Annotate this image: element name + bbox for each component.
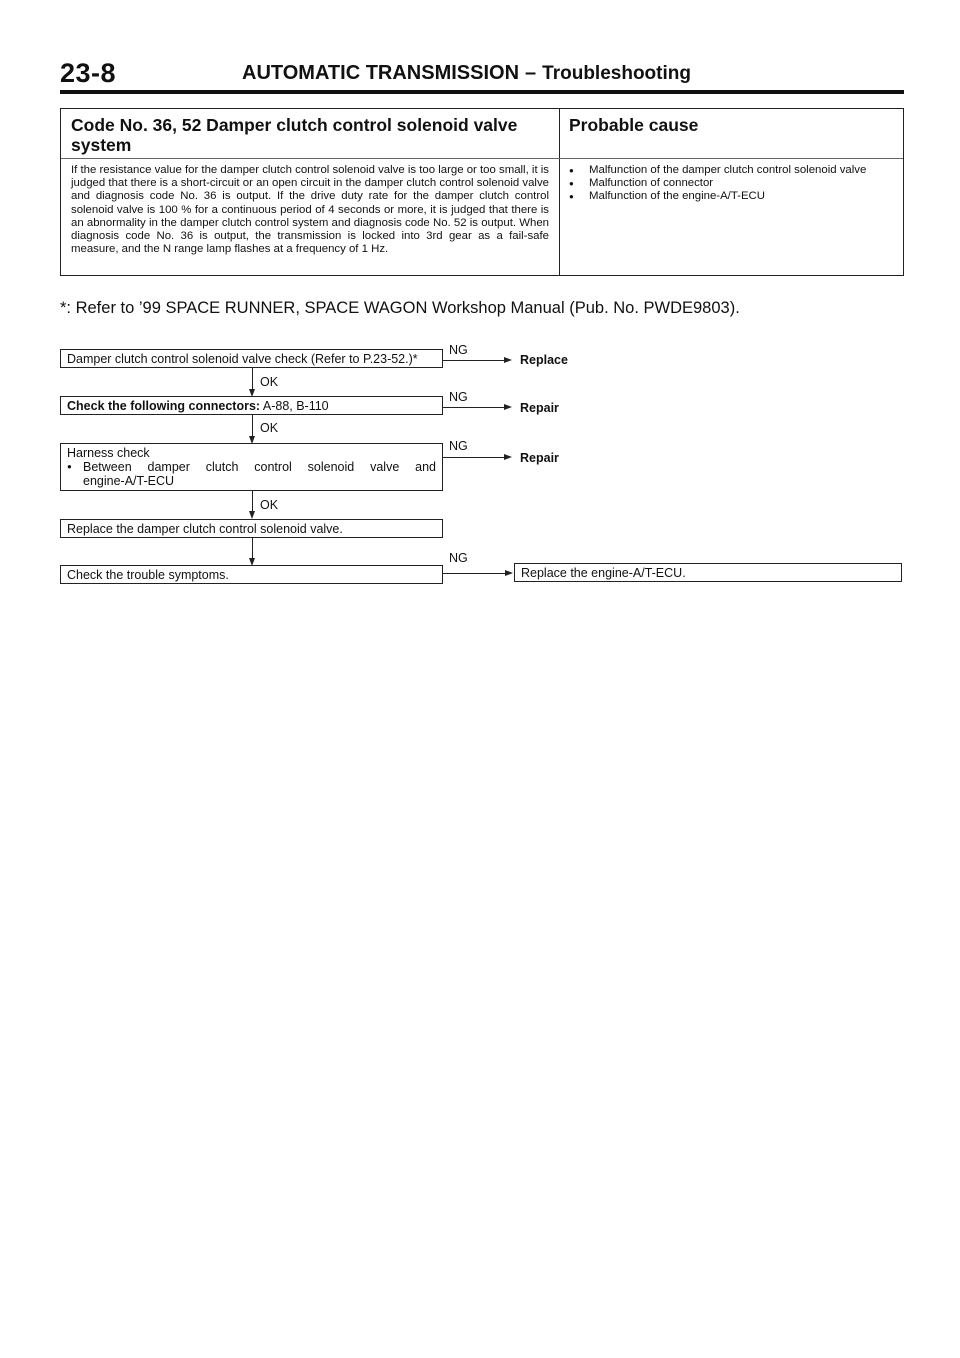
probable-cause-list [569, 164, 899, 204]
cause-item: ● Malfunction of the engine-A/T-ECU [569, 190, 899, 203]
result-replace: Replace [520, 353, 568, 367]
flow-step-harness-check [60, 443, 443, 491]
ok-connector [252, 491, 253, 511]
replace-valve-text: Replace the damper clutch control solenoid valve. [67, 522, 343, 536]
flow-connector [252, 538, 253, 558]
workshop-manual-reference: *: Refer to ’99 SPACE RUNNER, SPACE WAGON Workshop Manual (Pub. No. PWDE9803). [60, 299, 740, 317]
harness-check-title: Harness check [67, 446, 150, 460]
flow-step-connector-check [60, 396, 443, 415]
arrow-right-icon [504, 404, 512, 410]
harness-check-item: ● Between damper clutch control solenoid valve and [67, 460, 436, 474]
flow-step-valve-check [60, 349, 443, 368]
flow-step-check-symptoms [60, 565, 443, 584]
arrow-down-icon [249, 511, 255, 519]
table-header-divider [61, 158, 903, 159]
table-column-divider [559, 109, 560, 275]
ng-label: NG [449, 390, 468, 404]
ok-label: OK [260, 498, 279, 512]
header-rule [60, 90, 904, 94]
code-description: If the resistance value for the damper clutch control solenoid valve is too large or too small, it is judged that there is a short-circuit or an open circuit in the damper clutch control solenoid valve and diagnosis code No. 36 is output. If the drive duty rate for the damper clutch control solenoid valve is 100 % for a continuous period of 4 seconds or more, it is judged that there is an abnormality in the damper clutch control system and diagnosis code No. 52 is output. When diagnosis code No. 36 is output, the transmission is locked into 3rd gear as a fail-safe measure, and the N range lamp flashes at a frequency of 1 Hz. [71, 164, 550, 256]
ng-connector [443, 360, 505, 361]
section-title [242, 62, 691, 85]
ok-connector [252, 415, 253, 436]
ok-label: OK [260, 421, 279, 435]
replace-ecu-text: Replace the engine-A/T-ECU. [521, 566, 686, 580]
ok-connector [252, 368, 253, 389]
check-symptoms-text: Check the trouble symptoms. [67, 568, 229, 582]
diagnosis-code-table [60, 108, 904, 276]
arrow-right-icon [504, 454, 512, 460]
ng-label: NG [449, 439, 468, 453]
ok-label: OK [260, 375, 279, 389]
ng-connector [443, 573, 505, 574]
section-subtitle: Troubleshooting [542, 63, 691, 84]
cause-item: ● Malfunction of the damper clutch control solenoid valve [569, 164, 899, 177]
result-repair: Repair [520, 451, 559, 465]
section-title-main: AUTOMATIC TRANSMISSION [242, 62, 520, 84]
ng-label: NG [449, 343, 468, 357]
probable-cause-heading: Probable cause [569, 115, 699, 135]
ng-connector [443, 407, 505, 408]
arrow-right-icon [505, 570, 513, 576]
connector-check-label: Check the following connectors: [67, 399, 261, 413]
cause-item: ● Malfunction of connector [569, 177, 899, 190]
flow-step-replace-valve [60, 519, 443, 538]
flow-step-valve-check-text: Damper clutch control solenoid valve check (Refer to P.23-52.)* [67, 352, 418, 366]
connector-ids: A-88, B-110 [260, 399, 329, 413]
ng-label: NG [449, 551, 468, 565]
ng-connector [443, 457, 505, 458]
page-number: 23-8 [60, 58, 117, 88]
arrow-right-icon [504, 357, 512, 363]
result-repair: Repair [520, 401, 559, 415]
flow-result-replace-ecu [514, 563, 902, 582]
code-heading: Code No. 36, 52 Damper clutch control solenoid valve system [71, 115, 518, 155]
harness-check-item-cont: engine-A/T-ECU [83, 474, 175, 488]
title-dash: – [525, 62, 537, 84]
